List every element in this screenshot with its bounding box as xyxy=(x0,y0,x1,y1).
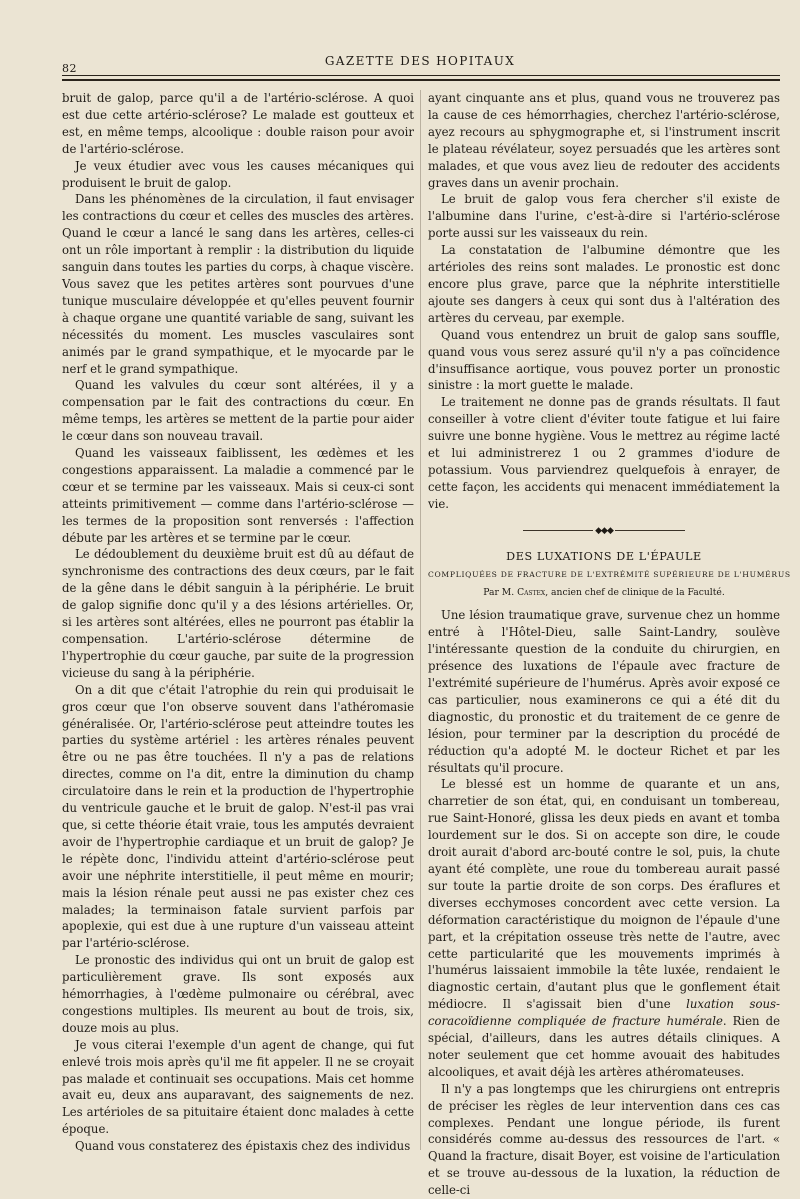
paragraph: Le dédoublement du deuxième bruit est dû au défaut de synchronisme des contractions des deux cœurs, par le fait de la gêne dans le débit sanguin à la périphérie. Le bruit de galop signifie donc qu'il y a des lésions artérielles. Or, si les artères sont altérées, elles ne pourront pas établir la compensation. L'artério-sclérose détermine de l'hypertrophie du cœur gauche, par suite de la progression vicieuse du sang à la périphérie. xyxy=(62,547,414,680)
paragraph: Le bruit de galop vous fera chercher s'il existe de l'albumine dans l'urine, c'est-à-dire si l'artério-sclérose porte aussi sur les vaisseaux du rein. xyxy=(428,192,780,241)
paragraph: Le traitement ne donne pas de grands résultats. Il faut conseiller à votre client d'éviter toute fatigue et lui faire suivre une bonne hygiène. Vous le mettrez au régime lacté et lui administrerez 1 ou 2 grammes d'iodure de potassium. Vous parviendrez quelquefois à enrayer, de cette façon, les accidents qui menacent immédiatement la vie. xyxy=(428,395,780,511)
paragraph: Quand vous entendrez un bruit de galop sans souffle, quand vous vous serez assuré qu'il n'y a pas coïncidence d'insuffisance aortique, vous pouvez porter un pronostic sinistre : la mort guette le malade. xyxy=(428,327,780,393)
paragraph: Je vous citerai l'exemple d'un agent de change, qui fut enlevé trois mois après qu'il me fit appeler. Il ne se croyait pas malade et continuait ses occupations. Mais cet homme avait eu, deux ans auparavant, des saignements de nez. Les artérioles de sa pituitaire étaient donc malades à cette époque. xyxy=(62,1037,414,1137)
paragraph: Je veux étudier avec vous les causes mécaniques qui produisent le bruit de galop. xyxy=(62,158,414,190)
header-rule xyxy=(62,75,780,76)
paragraph: Quand vous constaterez des épistaxis chez des individus xyxy=(75,1139,411,1154)
byline-author: Castex xyxy=(517,587,546,599)
paragraph-text: Le blessé est un homme de quarante et un ans, charretier de son état, qui, en conduisant un tombereau, rue Saint-Honoré, glissa les deux pieds en avant et tomba lourdement sur le dos. Si on accepte son dire, le coude droit aurait d'abord arc-bouté contre le sol, puis, la chute ayant été complète, une roue du tombereau aurait passé sur toute la partie droite de son corps. Des éraflures et diverses ecchymoses concordent avec cette version. La déformation caractéristique du moignon de l'épaule d'une part, et la crépitation osseuse très nette de l'autre, avec cette particularité que les mouvements imprimés à l'humérus laissaient immobile la tête luxée, rendaient le diagnostic certain, d'autant plus que le gonflement était médiocre. Il s'agissait bien d'une xyxy=(428,777,780,1012)
right-column xyxy=(428,90,791,1199)
section-ornament: ◆◆◆ xyxy=(428,523,780,540)
left-column xyxy=(62,90,414,1155)
running-title: GAZETTE DES HOPITAUX xyxy=(324,54,516,68)
paragraph: Il n'y a pas longtemps que les chirurgiens ont entrepris de préciser les règles de leur intervention dans ces cas complexes. Pendant une longue période, ils furent considérés comme au-dessus des ressources de l'art. « Quand la fracture, disait Boyer, est voisine de l'articulation et se trouve au-dessous de la luxation, la réduction de celle-ci xyxy=(428,1081,780,1198)
paragraph: Dans les phénomènes de la circulation, il faut envisager les contractions du cœur et celles des muscles des artères. Quand le cœur a lancé le sang dans les artères, celles-ci ont un rôle important à remplir : la distribution du liquide sanguin dans toutes les parties du corps, à chaque viscère. Vous savez que les petites artères sont pourvues d'une tunique musculaire développée et qu'elles peuvent fournir à chaque organe une quantité variable de sang, suivant les nécessités du moment. Les muscles vasculaires sont animés par le grand sympathique, et le myocarde par le nerf et le grand sympathique. xyxy=(62,192,414,376)
paragraph-text: . Rien de spécial, d'ailleurs, dans les autres détails cliniques. A noter seulement que cet homme avouait des habitudes alcooliques, et avait déjà les artères athéromateuses. xyxy=(428,1014,780,1079)
article-byline xyxy=(428,585,780,602)
article-title: DES LUXATIONS DE L'ÉPAULE xyxy=(506,549,702,563)
paragraph xyxy=(428,776,780,1080)
italic-diagnosis: luxation sous-coracoïdienne compliquée de fracture humérale xyxy=(428,997,780,1029)
header-rule-thick xyxy=(62,79,780,81)
byline-prefix: Par M. xyxy=(483,587,518,599)
paragraph: ayant cinquante ans et plus, quand vous ne trouverez pas la cause de ces hémorrhagies, cherchez l'artério-sclérose, ayez recours au sphygmographe et, si l'instrument inscrit le plateau révélateur, soyez persuadés que les artères sont malades, et que vous avez lieu de redouter des accidents graves dans un avenir prochain. xyxy=(428,91,780,190)
paragraph: La constatation de l'albumine démontre que les artérioles des reins sont malades. Le pronostic est donc encore plus grave, parce que la néphrite interstitielle ajoute ses dangers à ceux qui sont dus à l'altération des artères du cerveau, par exemple. xyxy=(428,243,780,325)
paragraph: Une lésion traumatique grave, survenue chez un homme entré à l'Hôtel-Dieu, salle Saint-Landry, soulève l'intéressante question de la conduite du chirurgien, en présence des luxations de l'épaule avec fracture de l'extrémité supérieure de l'humérus. Après avoir exposé ce cas particulier, nous examinerons ce qui a été dit du diagnostic, du pronostic et du traitement de ce genre de lésion, pour terminer par la description du procédé de réduction qu'a adopté M. le docteur Richet et par les résultats qu'il procure. xyxy=(428,608,780,775)
paragraph: Quand les valvules du cœur sont altérées, il y a compensation par le fait des contractions du cœur. En même temps, les artères se mettent de la partie pour aider le cœur dans son nouveau travail. xyxy=(62,378,414,444)
article-subtitle: COMPLIQUÉES DE FRACTURE DE L'EXTRÉMITÉ SUPÉRIEURE DE L'HUMÉRUS xyxy=(428,570,791,580)
page-header xyxy=(62,48,778,74)
paragraph: On a dit que c'était l'atrophie du rein qui produisait le gros cœur que l'on observe souvent dans l'athéromasie généralisée. Or, l'artério-sclérose peut atteindre toutes les parties du système artériel : les artères rénales peuvent être ou ne pas être touchées. Il n'y a pas de relations directes, comme on l'a dit, entre la diminution du champ circulatoire dans le rein et la production de l'hypertrophie du ventricule gauche et le bruit de galop. N'est-il pas vrai que, si cette théorie était vraie, tous les amputés devraient avoir de l'hypertrophie cardiaque et un bruit de galop? Je le répète donc, l'individu atteint d'artério-sclérose peut avoir une néphrite interstitielle, il peut même en mourir; mais la lésion rénale peut aussi ne pas exister chez ces malades; la terminaison fatale survient parfois par apoplexie, qui est due à une rupture d'un vaisseau atteint par l'artério-sclérose. xyxy=(62,682,414,951)
page-number: 82 xyxy=(62,62,77,75)
paragraph: Quand les vaisseaux faiblissent, les œdèmes et les congestions apparaissent. La maladie a commencé par le cœur et se termine par les vaisseaux. Mais si ceux-ci sont atteints primitivement — comme dans l'artério-sclérose — les termes de la proposition sont renversés : l'affection débute par les artères et se termine par le cœur. xyxy=(62,446,414,545)
paragraph: bruit de galop, parce qu'il a de l'artério-sclérose. A quoi est due cette artério-sclérose? Le malade est goutteux et est, en même temps, alcoolique : double raison pour avoir de l'artério-sclérose. xyxy=(62,91,414,156)
byline-suffix: , ancien chef de clinique de la Faculté. xyxy=(545,587,725,599)
column-divider xyxy=(420,90,421,1150)
paragraph: Le pronostic des individus qui ont un bruit de galop est particulièrement grave. Ils sont exposés aux hémorrhagies, à l'œdème pulmonaire ou cérébral, avec congestions multiples. Ils meurent au bout de trois, six, douze mois au plus. xyxy=(62,953,414,1035)
